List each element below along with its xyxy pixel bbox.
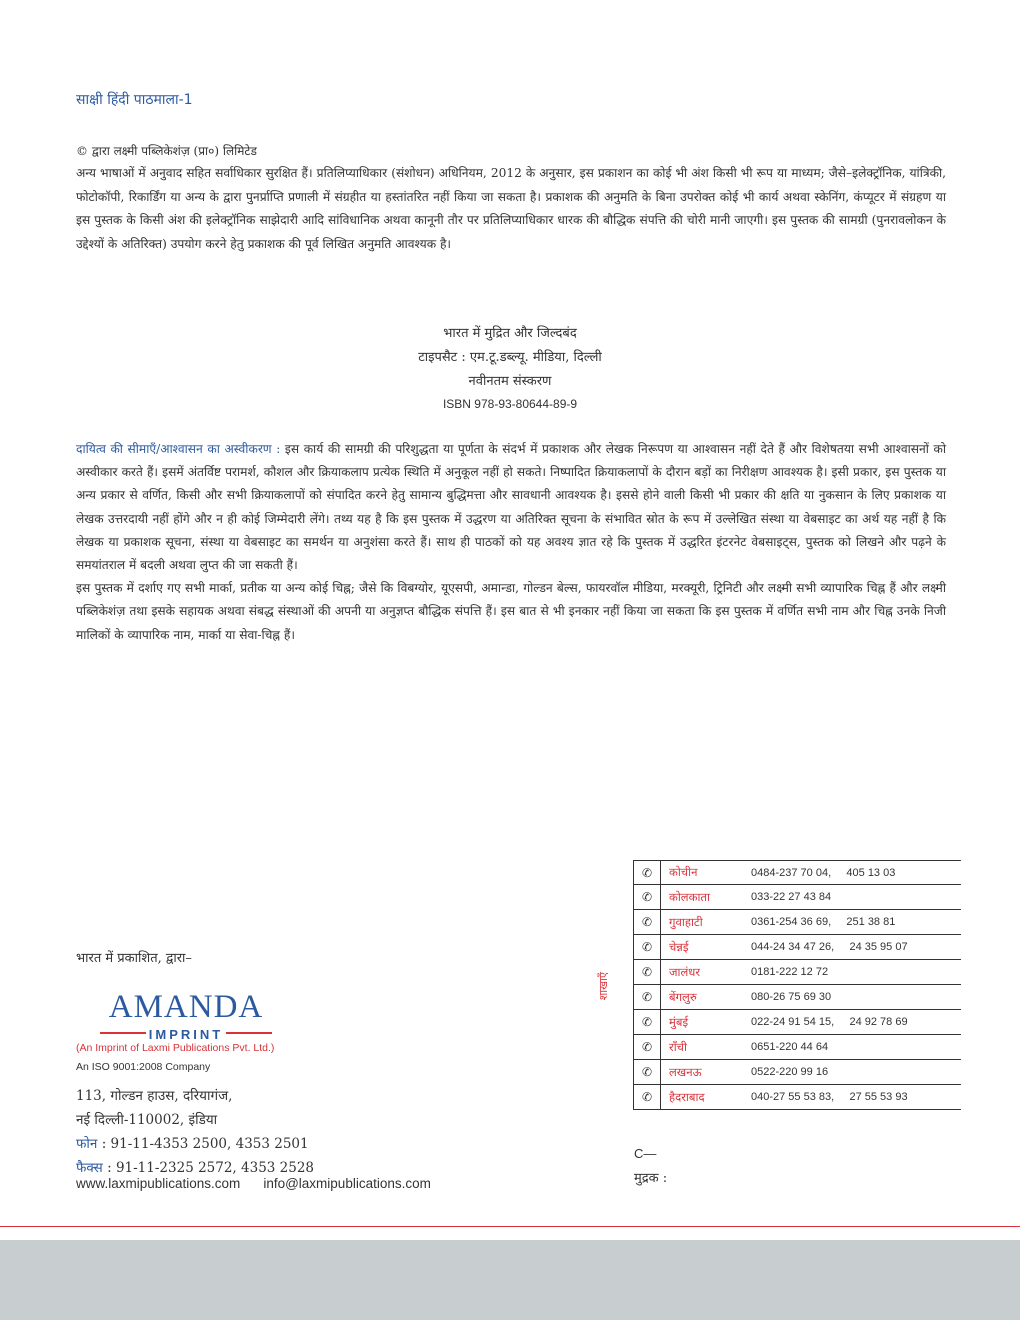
branch-row [634, 885, 961, 910]
phone-line [76, 1132, 314, 1156]
iso-certification: An ISO 9001:2008 Company [76, 1061, 211, 1073]
branch-phone-numbers: 033-22 27 43 84 [751, 891, 832, 903]
branch-city: हैदराबाद [669, 1089, 705, 1104]
copyright-line: © द्वारा लक्ष्मी पब्लिकेशंज़ (प्रा०) लिमिटेड [76, 144, 257, 158]
branch-row [634, 860, 961, 885]
branch-row [634, 960, 961, 985]
branch-city: राँची [669, 1039, 687, 1054]
publisher-address [76, 1084, 314, 1180]
disclaimer [76, 438, 946, 647]
phone-icon: ✆ [634, 1060, 661, 1084]
branch-phone-numbers: 0361-254 36 69, 251 38 81 [751, 916, 896, 928]
branch-row [634, 1010, 961, 1035]
branch-phone-numbers: 0651-220 44 64 [751, 1041, 829, 1053]
logo-main-text: AMANDA [108, 989, 264, 1025]
rights-paragraph: अन्य भाषाओं में अनुवाद सहित सर्वाधिकार सुरक्षित हैं। प्रतिलिप्याधिकार (संशोधन) अधिनियम, 2012 के अनुसार, इस प्रकाशन का कोई भी अंश किसी भी रूप या माध्यम; जैसे–इलेक्ट्रॉनिक, यांत्रिकी, फोटोकॉपी, रिकार्डिंग या अन्य के द्वारा पुनर्प्राप्ति प्रणाली में संग्रहीत या हस्तांतरित नहीं किया जा सकता है। प्रकाशक की अनुमति के बिना उपरोक्त कोई भी कार्य अथवा स्केनिंग, कंप्यूटर में संग्रहण या इस पुस्तक के किसी अंश की इलेक्ट्रॉनिक साझेदारी आदि सांविधानिक अथवा कानूनी तौर पर प्रतिलिप्याधिकार धारक की बौद्धिक संपत्ति की चोरी मानी जाएगी। इस पुस्तक की सामग्री (पुनरावलोकन के उद्देश्यों के अतिरिक्त) उपयोग करने हेतु प्रकाशक की पूर्व लिखित अनुमति आवश्यक है। [76, 166, 946, 251]
branch-row [634, 1060, 961, 1085]
branch-phone-numbers: 040-27 55 53 83, 27 55 53 93 [751, 1091, 908, 1103]
address-line-1: 113, गोल्डन हाउस, दरियागंज, [76, 1088, 233, 1104]
footer-rule [0, 1226, 1020, 1227]
branch-city: कोलकाता [669, 889, 710, 904]
logo-sub [96, 1024, 276, 1040]
typeset-line: टाइपसैट : एम.टू.डब्ल्यू. मीडिया, दिल्ली [418, 350, 602, 365]
fax-label: फैक्स [76, 1160, 103, 1176]
code-line: C— [634, 1146, 657, 1161]
branch-city: मुंबई [669, 1014, 689, 1029]
disclaimer-lead: दायित्व की सीमाएँ/आश्वासन का अस्वीकरण : [76, 442, 281, 456]
imprint-of: (An Imprint of Laxmi Publications Pvt. Ltd.) [76, 1042, 275, 1054]
branch-phone-numbers: 0484-237 70 04, 405 13 03 [751, 866, 896, 879]
branch-city: बेंगलुरु [669, 989, 697, 1004]
series-title: साक्षी हिंदी पाठमाला-1 [76, 92, 193, 108]
phone-icon: ✆ [634, 985, 661, 1009]
logo-sub-text: IMPRINT [148, 1027, 224, 1042]
branch-city: जालंधर [669, 964, 701, 979]
branch-row [634, 985, 961, 1010]
published-in: भारत में प्रकाशित, द्वारा– [76, 951, 192, 966]
printed-bound-line: भारत में मुद्रित और जिल्दबंद [443, 326, 577, 341]
branches-label: शाखाएँ [597, 972, 610, 1001]
branch-row [634, 935, 961, 960]
phone-icon: ✆ [634, 960, 661, 984]
phone-label: फोन [76, 1136, 98, 1152]
isbn: ISBN 978-93-80644-89-9 [442, 397, 578, 411]
phone-value: : 91-11-4353 2500, 4353 2501 [97, 1136, 309, 1152]
edition-line: नवीनतम संस्करण [468, 374, 552, 389]
branch-phone-numbers: 080-26 75 69 30 [751, 991, 832, 1003]
branch-phone-numbers: 0181-222 12 72 [751, 966, 829, 978]
website-link[interactable]: www.laxmipublications.com [76, 1176, 241, 1191]
branch-phone-numbers: 022-24 91 54 15, 24 92 78 69 [751, 1016, 908, 1028]
disclaimer-body: इस कार्य की सामग्री की परिशुद्धता या पूर्णता के संदर्भ में प्रकाशक और लेखक निरूपण या आश्वासन नहीं देते हैं और विशेषतया सभी आश्वासनों को अस्वीकार करते हैं। इसमें अंतर्विष्ट परामर्श, कौशल और क्रियाकलाप प्रत्येक स्थिति में अनुकूल नहीं हो सकते। निष्पादित क्रियाकलापों के दौरान बड़ों का निरीक्षण आवश्यक है। इसी प्रकार, इस पुस्तक या अन्य प्रकार से वर्णित, किसी और सभी क्रियाकलापों को संपादित करने हेतु सामान्य बुद्धिमत्ता और सावधानी आवश्यक है। इससे होने वाली किसी भी प्रकार की क्षति या नुकसान के लिए प्रकाशक या लेखक उत्तरदायी नहीं होंगे और न ही कोई जिम्मेदारी लेंगे। तथ्य यह है कि इस पुस्तक में उद्धरण या अतिरिक्त सूचना के संभावित स्रोत के रूप में उल्लेखित संस्था या वेबसाइट का अर्थ यह नहीं है कि लेखक या प्रकाशक सूचना, संस्था या वेबसाइट का समर्थन या अनुशंसा करते हैं। साथ ही पाठकों को यह अवश्य ज्ञात रहे कि पुस्तक में उद्धरित इंटरनेट वेबसाइट्स, पुस्तक को लिखने और पढ़ने के समयांतराल में बदली अथवा लुप्त की जा सकती हैं। [76, 442, 947, 573]
branch-row [634, 1035, 961, 1060]
branch-city: कोचीन [669, 865, 698, 879]
phone-icon: ✆ [634, 910, 661, 934]
trademarks-paragraph: इस पुस्तक में दर्शाए गए सभी मार्का, प्रतीक या अन्य कोई चिह्न; जैसे कि विबग्योर, यूएसपी, अमान्डा, गोल्डन बेल्स, फायरवॉल मीडिया, मरक्यूरी, ट्रिनिटी और लक्ष्मी सभी व्यापारिक चिह्न हैं और लक्ष्मी पब्लिकेशंज़ तथा इसके सहायक अथवा संबद्ध संस्थाओं की अपनी या अनुज्ञप्त बौद्धिक संपत्ति हैं। इस बात से भी इनकार नहीं किया जा सकता कि इस पुस्तक में वर्णित सभी नाम और चिह्न उनके निजी मालिकों के व्यापारिक नाम, मार्का या सेवा-चिह्न हैं। [76, 581, 946, 642]
branch-phone-numbers: 044-24 34 47 26, 24 35 95 07 [751, 941, 908, 953]
footer-band [0, 1240, 1020, 1320]
branch-phone-numbers: 0522-220 99 16 [751, 1066, 829, 1078]
phone-icon: ✆ [634, 1085, 661, 1109]
branch-row [634, 910, 961, 935]
phone-icon: ✆ [634, 861, 661, 885]
logo-rule-right [226, 1032, 272, 1034]
email-link[interactable]: info@laxmipublications.com [263, 1176, 431, 1191]
amanda-imprint-logo [96, 990, 276, 1040]
branch-row [634, 1085, 961, 1110]
branch-city: चेन्नई [669, 939, 689, 954]
phone-icon: ✆ [634, 1035, 661, 1059]
branch-city: लखनऊ [669, 1064, 702, 1079]
branch-city: गुवाहाटी [669, 914, 703, 929]
printing-info [0, 322, 1020, 414]
phone-icon: ✆ [634, 885, 661, 909]
logo-rule-left [100, 1032, 146, 1034]
fax-value: : 91-11-2325 2572, 4353 2528 [102, 1160, 315, 1176]
phone-icon: ✆ [634, 935, 661, 959]
phone-icon: ✆ [634, 1010, 661, 1034]
address-line-2: नई दिल्ली-110002, इंडिया [76, 1112, 218, 1128]
web-contact [76, 1176, 431, 1191]
printer-label: मुद्रक : [634, 1171, 668, 1186]
branches-table [633, 860, 961, 1110]
